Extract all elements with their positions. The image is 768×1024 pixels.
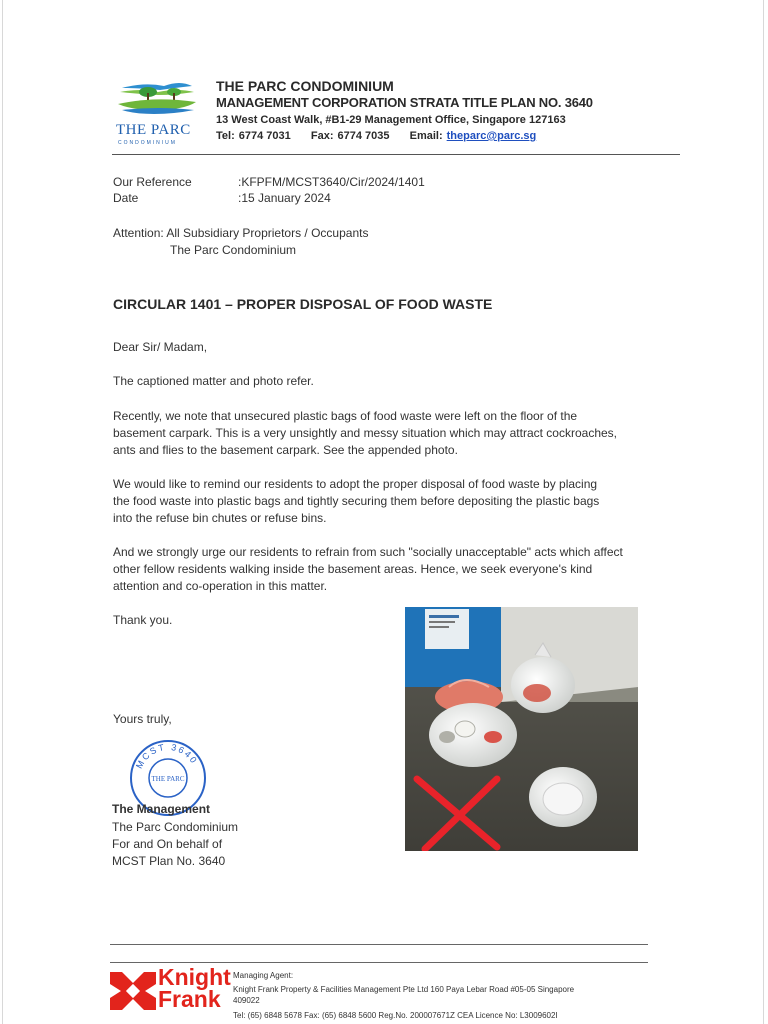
fax-label: Fax:: [310, 130, 334, 142]
attention-recipient: The Parc Condominium: [170, 243, 297, 257]
tel-label: Tel:: [216, 130, 235, 142]
page-edge: [763, 0, 764, 1024]
tel-value: 6774 7031: [238, 130, 291, 142]
our-reference-label: Our Reference: [113, 175, 192, 189]
paragraph-line: Recently, we note that unsecured plastic bags of food waste were left on the floor of the: [113, 409, 578, 423]
paragraph-line: into the refuse bin chutes or refuse bins.: [113, 511, 327, 525]
our-reference-value: :KFPFM/MCST3640/Cir/2024/1401: [238, 175, 425, 189]
knight-frank-brand: [158, 966, 231, 1010]
stamp-top-text: MCST 3640: [133, 741, 200, 771]
paragraph-line: basement carpark. This is a very unsightly and messy situation which may attract cockroaches,: [113, 426, 617, 440]
footer-divider: [110, 962, 648, 963]
date-label: Date: [113, 191, 139, 205]
agent-line-2: 409022: [233, 996, 260, 1005]
signer-line-2: For and On behalf of: [112, 837, 223, 851]
logo-text: THE PARC: [116, 122, 191, 138]
paragraph-3: [113, 476, 673, 527]
org-address: 13 West Coast Walk, #B1-29 Management Office, Singapore 127163: [216, 114, 566, 126]
paragraph-2: [113, 408, 673, 459]
org-name: THE PARC CONDOMINIUM: [216, 78, 394, 94]
email-label: Email:: [409, 130, 443, 142]
yours-truly: Yours truly,: [113, 712, 172, 726]
agent-line-3: Tel: (65) 6848 5678 Fax: (65) 6848 5600 Reg.No. 200007671Z CEA Licence No: L3009602I: [233, 1011, 558, 1020]
email-link[interactable]: theparc@parc.sg: [446, 130, 537, 142]
fax-value: 6774 7035: [337, 130, 390, 142]
logo-subtext: CONDOMINIUM: [118, 140, 177, 146]
signer-line-1: The Parc Condominium: [112, 820, 239, 834]
agent-line-1: Knight Frank Property & Facilities Management Pte Ltd 160 Paya Lebar Road #05-05 Singapore: [233, 985, 575, 994]
paragraph-line: the food waste into plastic bags and tightly securing them before depositing the plastic bags: [113, 494, 600, 508]
paragraph-4: [113, 544, 673, 595]
attention-line: Attention: All Subsidiary Proprietors / Occupants: [113, 226, 369, 240]
agent-label: Managing Agent:: [233, 971, 294, 980]
letterhead-divider: [112, 154, 680, 155]
date-value: :15 January 2024: [238, 191, 331, 205]
org-subtitle: MANAGEMENT CORPORATION STRATA TITLE PLAN NO. 3640: [216, 95, 593, 110]
knight-frank-logo-icon: [110, 968, 156, 1014]
page-edge: [2, 0, 3, 1024]
paragraph-line: other fellow residents walking inside the basement areas. Hence, we seek everyone's kind: [113, 562, 593, 576]
food-waste-photo: [405, 607, 638, 851]
paragraph-line: And we strongly urge our residents to refrain from such "socially unacceptable" acts which affect: [113, 545, 623, 559]
circular-title: CIRCULAR 1401 – PROPER DISPOSAL OF FOOD WASTE: [113, 296, 493, 312]
brand-line-2: Frank: [158, 986, 221, 1012]
paragraph-line: We would like to remind our residents to adopt the proper disposal of food waste by placing: [113, 477, 598, 491]
signer-line-3: MCST Plan No. 3640: [112, 854, 226, 868]
svg-text:MCST 3640: [134, 742, 200, 770]
salutation: Dear Sir/ Madam,: [113, 340, 208, 354]
footer-divider: [110, 944, 648, 945]
brand-line-1: Knight: [158, 964, 231, 990]
paragraph-line: ants and flies to the basement carpark. See the appended photo.: [113, 443, 458, 457]
signer-name: The Management: [112, 802, 211, 816]
stamp-center-text: THE PARC: [151, 775, 185, 783]
org-contact-line: [216, 130, 536, 142]
paragraph-1: The captioned matter and photo refer.: [113, 374, 314, 388]
thank-you: Thank you.: [113, 613, 173, 627]
paragraph-line: attention and co-operation in this matter.: [113, 579, 328, 593]
